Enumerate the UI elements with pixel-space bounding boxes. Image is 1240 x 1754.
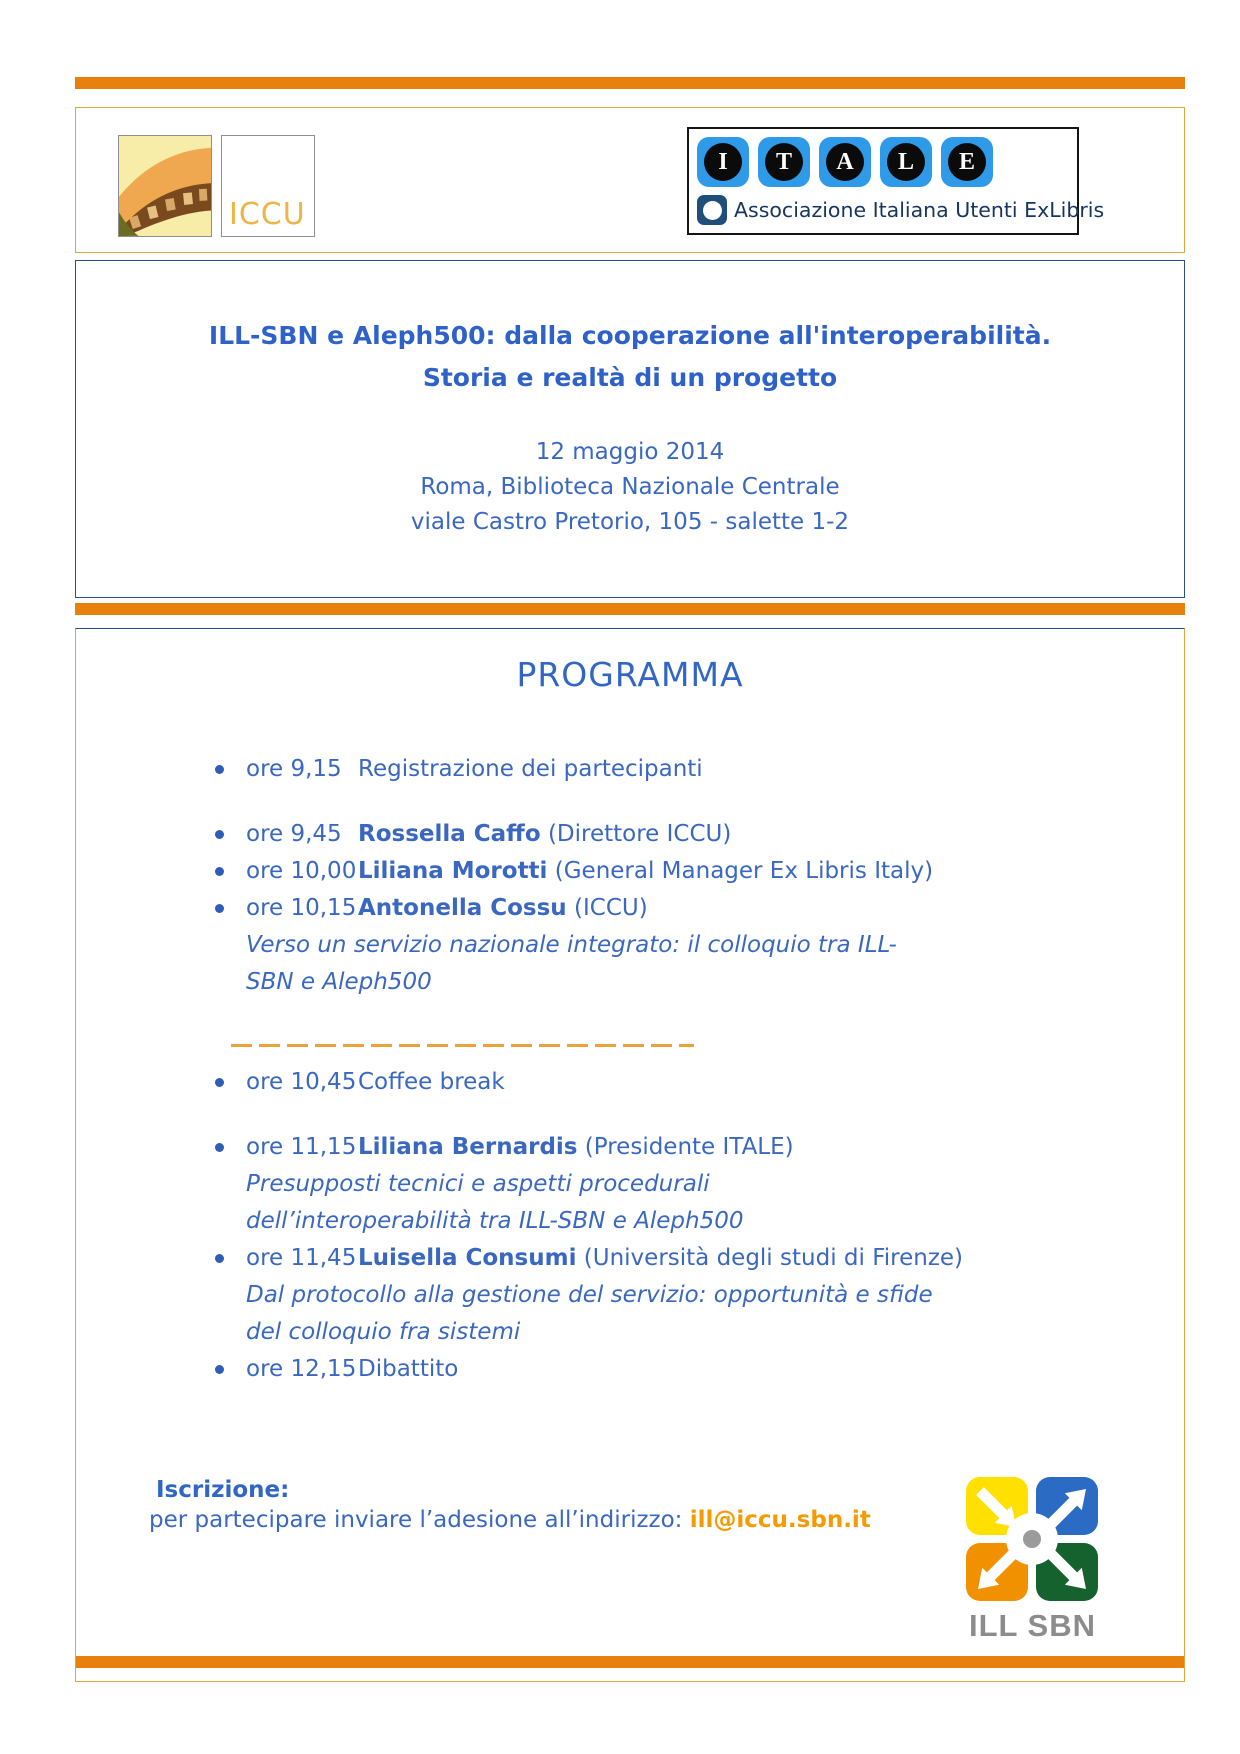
program-item bbox=[215, 890, 1184, 927]
bullet-icon bbox=[215, 830, 224, 839]
program-item bbox=[215, 751, 1184, 788]
item-time: ore 9,15 bbox=[246, 756, 342, 782]
item-time: ore 11,45 bbox=[246, 1245, 357, 1271]
program-item bbox=[215, 1240, 1184, 1277]
item-time: ore 10,15 bbox=[246, 895, 357, 921]
itale-subtitle-row bbox=[697, 195, 1105, 225]
item-affiliation: (Università degli studi di Firenze) bbox=[583, 1245, 964, 1271]
item-time: ore 10,00 bbox=[246, 858, 357, 884]
item-speaker: Liliana Morotti bbox=[358, 858, 548, 884]
item-speaker: Luisella Consumi bbox=[358, 1245, 577, 1271]
program-item bbox=[215, 853, 1184, 890]
itale-subtitle: Associazione Italiana Utenti ExLibris bbox=[734, 198, 1105, 222]
program-item bbox=[215, 1064, 1184, 1101]
event-title-line2: Storia e realtà di un progetto bbox=[422, 363, 838, 392]
ill-sbn-logo bbox=[966, 1477, 1099, 1644]
iccu-logo bbox=[118, 135, 315, 237]
item-text bbox=[358, 1240, 963, 1277]
header-logo-box bbox=[75, 107, 1185, 253]
iccu-building-icon bbox=[119, 136, 211, 236]
itale-letter: A bbox=[826, 143, 864, 181]
dashed-divider bbox=[231, 1044, 694, 1047]
item-affiliation: (Presidente ITALE) bbox=[584, 1134, 794, 1160]
itale-letter: T bbox=[765, 143, 803, 181]
itale-tile-e bbox=[941, 137, 993, 187]
item-affiliation: (ICCU) bbox=[574, 895, 648, 921]
program-heading: PROGRAMMA bbox=[516, 655, 744, 694]
bullet-icon bbox=[215, 1254, 224, 1263]
item-affiliation: (General Manager Ex Libris Italy) bbox=[554, 858, 934, 884]
item-text bbox=[358, 853, 933, 890]
item-text: Coffee break bbox=[358, 1069, 505, 1095]
item-text bbox=[358, 1129, 794, 1166]
exlibris-icon bbox=[697, 195, 727, 225]
item-text: Registrazione dei partecipanti bbox=[358, 756, 703, 782]
item-time: ore 10,45 bbox=[246, 1069, 357, 1095]
itale-letter-tiles bbox=[697, 137, 1077, 187]
item-time: ore 12,15 bbox=[246, 1356, 357, 1382]
item-affiliation: (Direttore ICCU) bbox=[547, 821, 732, 847]
bullet-icon bbox=[215, 1143, 224, 1152]
bullet-icon bbox=[215, 904, 224, 913]
event-title-line1: ILL-SBN e Aleph500: dalla cooperazione all'interoperabilità. bbox=[208, 321, 1052, 350]
item-speaker: Rossella Caffo bbox=[358, 821, 541, 847]
item-time: ore 11,15 bbox=[246, 1134, 357, 1160]
program-item bbox=[215, 816, 1184, 853]
title-box bbox=[75, 260, 1185, 598]
page-content bbox=[75, 0, 1185, 1682]
registration-label: Iscrizione: bbox=[156, 1477, 290, 1503]
program-box bbox=[75, 628, 1185, 1682]
program-item bbox=[215, 1129, 1184, 1166]
bullet-icon bbox=[215, 867, 224, 876]
item-text bbox=[358, 816, 731, 853]
itale-tile-i bbox=[697, 137, 749, 187]
program-items bbox=[76, 751, 1184, 1388]
item-time: ore 9,45 bbox=[246, 821, 342, 847]
item-text bbox=[358, 890, 648, 927]
iccu-label: ICCU bbox=[229, 197, 306, 232]
itale-tile-a bbox=[819, 137, 871, 187]
event-location-line1: Roma, Biblioteca Nazionale Centrale bbox=[420, 474, 840, 500]
event-date: 12 maggio 2014 bbox=[535, 439, 725, 465]
bullet-icon bbox=[215, 1078, 224, 1087]
program-item bbox=[215, 1351, 1184, 1388]
item-speaker: Liliana Bernardis bbox=[358, 1134, 578, 1160]
talk-description: Presupposti tecnici e aspetti procedurali dell’interoperabilità tra ILL-SBN e Aleph500 bbox=[246, 1171, 744, 1234]
itale-logo bbox=[687, 127, 1105, 235]
bullet-icon bbox=[215, 1365, 224, 1374]
event-location-line2: viale Castro Pretorio, 105 - salette 1-2 bbox=[410, 509, 850, 535]
ill-sbn-arrows-icon bbox=[966, 1477, 1099, 1602]
ill-sbn-caption: ILL SBN bbox=[969, 1608, 1096, 1643]
item-text: Dibattito bbox=[358, 1356, 459, 1382]
itale-letter: E bbox=[948, 143, 986, 181]
registration-text: per partecipare inviare l’adesione all’indirizzo: bbox=[149, 1507, 690, 1533]
item-speaker: Antonella Cossu bbox=[358, 895, 567, 921]
itale-tile-t bbox=[758, 137, 810, 187]
registration-email-link[interactable]: ill@iccu.sbn.it bbox=[689, 1507, 871, 1533]
bullet-icon bbox=[215, 765, 224, 774]
iccu-building-image bbox=[118, 135, 212, 237]
exlibris-circle-icon bbox=[703, 201, 722, 220]
itale-letter: L bbox=[887, 143, 925, 181]
iccu-wordmark-square bbox=[221, 135, 315, 237]
itale-letter: I bbox=[704, 143, 742, 181]
talk-description: Verso un servizio nazionale integrato: il colloquio tra ILL-SBN e Aleph500 bbox=[246, 932, 897, 995]
top-orange-bar bbox=[75, 77, 1185, 89]
bottom-orange-bar bbox=[76, 1656, 1184, 1668]
talk-description: Dal protocollo alla gestione del servizio: opportunità e sfide del colloquio fra sistemi bbox=[246, 1282, 933, 1345]
itale-tile-l bbox=[880, 137, 932, 187]
middle-orange-bar bbox=[75, 603, 1185, 615]
